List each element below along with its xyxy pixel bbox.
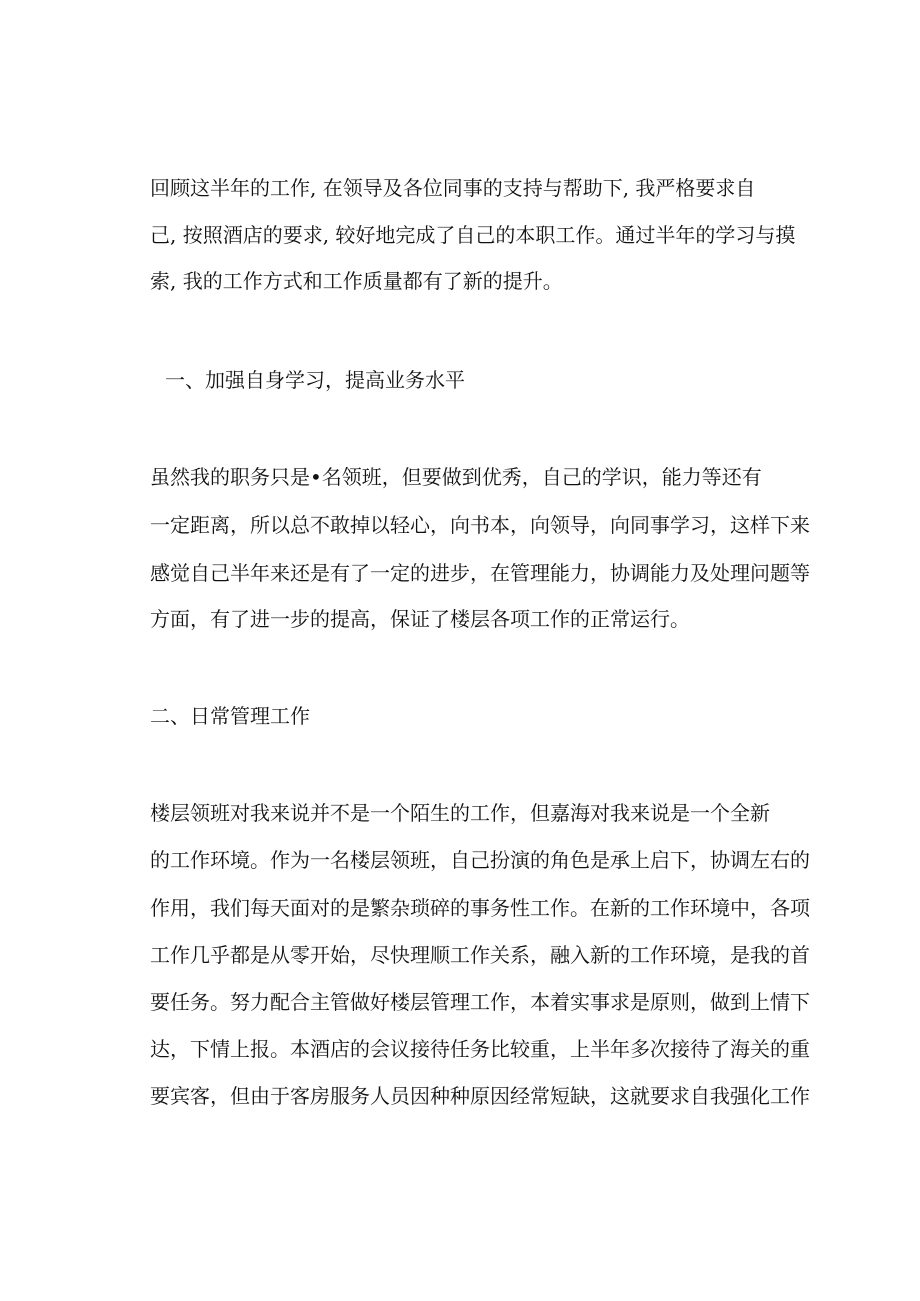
section-heading-2: 二、日常管理工作 <box>150 704 310 728</box>
paragraph-3-line-5: 要任务。努力配合主管做好楼层管理工作，本着实事求是原则，做到上情下 <box>150 990 810 1014</box>
paragraph-2-line-3: 感觉自己半年来还是有了一定的进步，在管理能力，协调能力及处理问题等 <box>150 561 810 585</box>
section-heading-1: 一、加强自身学习，提高业务水平 <box>165 368 465 392</box>
paragraph-1-line-2: 己, 按照酒店的要求, 较好地完成了自己的本职工作。通过半年的学习与摸 <box>150 223 796 247</box>
paragraph-2-line-4: 方面，有了进一步的提高，保证了楼层各项工作的正常运行。 <box>150 607 690 631</box>
paragraph-3-line-4: 工作几乎都是从零开始，尽快理顺工作关系，融入新的工作环境，是我的首 <box>150 943 810 967</box>
paragraph-3-line-6: 达，下情上报。本酒店的会议接待任务比较重，上半年多次接待了海关的重 <box>150 1037 810 1061</box>
paragraph-3-line-7: 要宾客，但由于客房服务人员因种种原因经常短缺，这就要求自我强化工作 <box>150 1084 810 1108</box>
paragraph-2-line-1: 虽然我的职务只是•名领班，但要做到优秀，自己的学识，能力等还有 <box>150 465 762 489</box>
paragraph-3-line-2: 的工作环境。作为一名楼层领班，自己扮演的角色是承上启下，协调左右的 <box>150 848 810 872</box>
paragraph-3-line-3: 作用，我们每天面对的是繁杂琐碎的事务性工作。在新的工作环境中，各项 <box>150 896 810 920</box>
paragraph-3-line-1: 楼层领班对我来说并不是一个陌生的工作，但嘉海对我来说是一个全新 <box>150 801 770 825</box>
paragraph-1-line-3: 索, 我的工作方式和工作质量都有了新的提升。 <box>150 269 563 293</box>
paragraph-1-line-1: 回顾这半年的工作, 在领导及各位同事的支持与帮助下, 我严格要求自 <box>150 176 756 200</box>
paragraph-2-line-2: 一定距离，所以总不敢掉以轻心，向书本，向领导，向同事学习，这样下来 <box>150 513 810 537</box>
